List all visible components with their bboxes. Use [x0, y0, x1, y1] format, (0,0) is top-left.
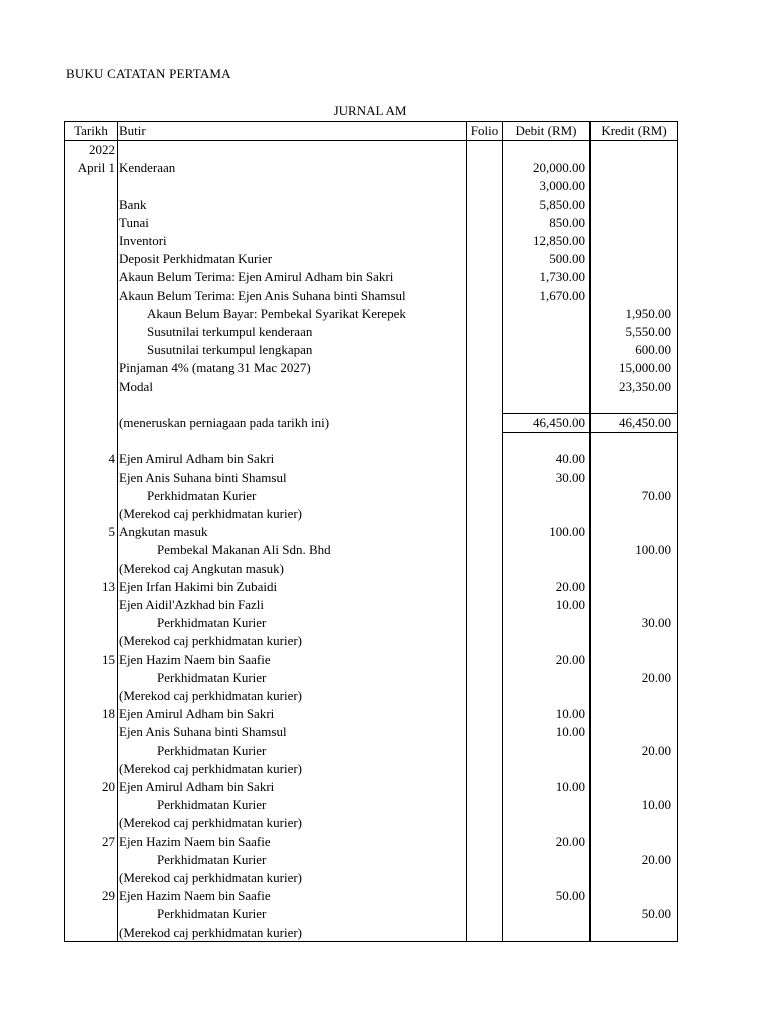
row-debit: 20.00: [555, 651, 585, 667]
margin-tick: [64, 158, 65, 176]
row-description: Pinjaman 4% (matang 31 Mac 2027): [119, 360, 311, 376]
table-row: [65, 505, 677, 523]
row-description: (Merekod caj perkhidmatan kurier): [119, 870, 303, 885]
row-credit: 30.00: [641, 615, 671, 631]
row-debit: 50.00: [555, 888, 585, 904]
row-debit: 46,450.00: [533, 415, 585, 430]
row-debit: 3,000.00: [539, 178, 585, 194]
row-debit: 40.00: [555, 451, 585, 467]
row-debit: 5,850.00: [539, 196, 585, 212]
row-credit: 50.00: [641, 906, 671, 922]
row-debit: 850.00: [549, 214, 585, 230]
row-description: (Merekod caj perkhidmatan kurier): [119, 633, 303, 649]
row-description: Kenderaan: [119, 160, 176, 176]
table-row: [65, 723, 677, 741]
table-row: [65, 287, 677, 305]
row-description: Ejen Aidil'Azkhad bin Fazli: [119, 597, 264, 612]
table-row: [65, 851, 677, 869]
row-description: Susutnilai terkumpul kenderaan: [147, 324, 313, 339]
row-description: (Merekod caj perkhidmatan kurier): [119, 688, 303, 703]
table-row: [65, 760, 677, 778]
row-date: 5: [108, 524, 115, 540]
table-row: [65, 250, 677, 268]
table-row: [65, 396, 677, 414]
row-description: (Merekod caj perkhidmatan kurier): [119, 506, 303, 521]
row-credit: 20.00: [641, 742, 671, 758]
row-credit: 20.00: [641, 669, 671, 685]
table-row: [65, 833, 677, 851]
journal-title: JURNAL AM: [333, 103, 407, 118]
row-description: (Merekod caj perkhidmatan kurier): [119, 760, 303, 776]
row-description: Ejen Anis Suhana binti Shamsul: [119, 724, 287, 740]
table-row: [65, 814, 677, 832]
table-row: [65, 796, 677, 814]
row-debit: 10.00: [555, 779, 585, 794]
row-description: Akaun Belum Terima: Ejen Anis Suhana binti Shamsul: [119, 287, 406, 303]
row-credit: 46,450.00: [619, 415, 671, 430]
table-row: [65, 159, 677, 177]
table-row: [65, 687, 677, 705]
row-date: 15: [102, 651, 115, 667]
row-description: Akaun Belum Terima: Ejen Amirul Adham bin Sakri: [119, 269, 394, 285]
row-description: Perkhidmatan Kurier: [157, 851, 267, 867]
row-description: Perkhidmatan Kurier: [157, 742, 267, 758]
table-row: [65, 651, 677, 669]
row-description: Akaun Belum Bayar: Pembekal Syarikat Kerepek: [147, 305, 406, 321]
header-description: Butir: [119, 123, 146, 138]
table-row: [65, 905, 677, 923]
row-date: 2022: [89, 142, 115, 157]
table-row: [65, 450, 677, 468]
table-row: [65, 232, 677, 250]
table-row: [65, 268, 677, 286]
table-row: [65, 560, 677, 578]
row-date: 29: [102, 888, 115, 904]
row-description: Perkhidmatan Kurier: [157, 669, 267, 685]
table-row: [65, 323, 677, 341]
row-description: Ejen Hazim Naem bin Saafie: [119, 833, 271, 849]
row-date: 18: [102, 706, 115, 722]
row-debit: 100.00: [549, 524, 585, 540]
table-row: [65, 705, 677, 723]
row-debit: 30.00: [555, 469, 585, 485]
row-description: Deposit Perkhidmatan Kurier: [119, 251, 273, 267]
row-description: Perkhidmatan Kurier: [157, 906, 267, 922]
row-credit: 23,350.00: [619, 378, 671, 394]
row-description: Bank: [119, 196, 147, 212]
row-description: Ejen Amirul Adham bin Sakri: [119, 779, 275, 794]
row-credit: 15,000.00: [619, 360, 671, 376]
table-row: [65, 487, 677, 505]
row-description: (Merekod caj perkhidmatan kurier): [119, 815, 303, 831]
row-credit: 1,950.00: [625, 305, 671, 321]
row-description: Inventori: [119, 233, 167, 248]
table-row: [65, 632, 677, 650]
row-debit: 500.00: [549, 251, 585, 267]
row-description: Angkutan masuk: [119, 524, 208, 540]
table-row: [65, 541, 677, 559]
header-folio: Folio: [470, 123, 499, 138]
table-row: [65, 778, 677, 796]
table-row: [65, 341, 677, 359]
row-debit: 10.00: [555, 597, 585, 612]
margin-tick: [64, 194, 65, 210]
table-row: [65, 177, 677, 195]
header-debit: Debit (RM): [515, 123, 577, 138]
table-row: [65, 469, 677, 487]
table-row: [65, 523, 677, 541]
total-rule-top: [503, 413, 677, 414]
row-credit: 5,550.00: [625, 324, 671, 339]
table-row: [65, 196, 677, 214]
row-date: 27: [102, 833, 115, 849]
row-description: Tunai: [119, 214, 149, 230]
total-rule-bottom: [503, 432, 677, 433]
row-description: Ejen Hazim Naem bin Saafie: [119, 888, 271, 904]
row-credit: 600.00: [635, 342, 671, 358]
row-description: Perkhidmatan Kurier: [157, 615, 267, 631]
table-row: [65, 578, 677, 596]
table-row: [65, 414, 677, 432]
row-credit: 20.00: [641, 851, 671, 867]
table-row: [65, 432, 677, 450]
table-row: [65, 924, 677, 942]
table-row: [65, 869, 677, 887]
table-row: [65, 887, 677, 905]
row-description: Ejen Anis Suhana binti Shamsul: [119, 469, 287, 485]
row-debit: 12,850.00: [533, 233, 585, 248]
table-row: [65, 614, 677, 632]
row-credit: 100.00: [635, 542, 671, 558]
row-debit: 20.00: [555, 833, 585, 849]
row-description: Ejen Amirul Adham bin Sakri: [119, 706, 275, 722]
row-description: (Merekod caj Angkutan masuk): [119, 560, 284, 576]
row-credit: 10.00: [641, 797, 671, 813]
table-row: [65, 141, 677, 159]
row-debit: 10.00: [555, 724, 585, 740]
row-date: 13: [102, 578, 115, 594]
row-description: Susutnilai terkumpul lengkapan: [147, 342, 313, 358]
table-row: [65, 596, 677, 614]
table-row: [65, 214, 677, 232]
row-date: April 1: [77, 160, 115, 176]
table-row: [65, 305, 677, 323]
row-description: Modal: [119, 378, 153, 394]
row-description: (meneruskan perniagaan pada tarikh ini): [119, 415, 330, 430]
row-date: 4: [108, 451, 115, 467]
table-row: [65, 669, 677, 687]
row-credit: 70.00: [641, 487, 671, 503]
row-debit: 1,670.00: [539, 287, 585, 303]
table-row: [65, 378, 677, 396]
row-debit: 10.00: [555, 706, 585, 722]
journal-table: [64, 121, 678, 942]
row-description: Ejen Hazim Naem bin Saafie: [119, 651, 271, 667]
row-debit: 20,000.00: [533, 160, 585, 176]
document-heading: BUKU CATATAN PERTAMA: [66, 66, 231, 81]
row-debit: 20.00: [555, 578, 585, 594]
row-description: Ejen Irfan Hakimi bin Zubaidi: [119, 578, 278, 594]
table-row: [65, 742, 677, 760]
header-credit: Kredit (RM): [601, 123, 667, 138]
row-description: Pembekal Makanan Ali Sdn. Bhd: [157, 542, 331, 558]
row-description: Perkhidmatan Kurier: [157, 797, 267, 813]
row-debit: 1,730.00: [539, 269, 585, 285]
row-description: Ejen Amirul Adham bin Sakri: [119, 451, 275, 467]
table-row: [65, 359, 677, 377]
row-description: (Merekod caj perkhidmatan kurier): [119, 924, 303, 940]
row-description: Perkhidmatan Kurier: [147, 487, 257, 503]
row-date: 20: [102, 779, 115, 794]
header-date: Tarikh: [74, 123, 108, 138]
